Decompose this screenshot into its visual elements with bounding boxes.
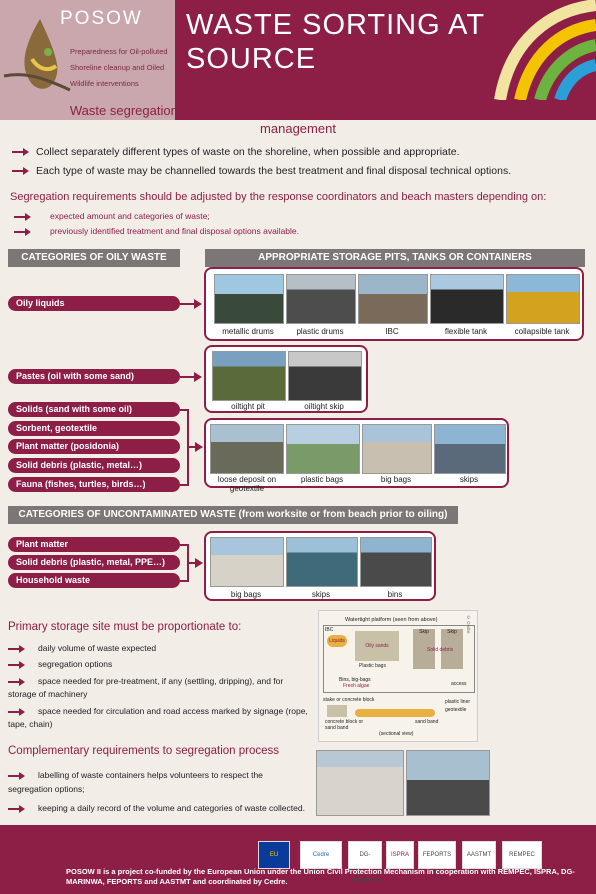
photo-oiltight-pit — [212, 351, 286, 401]
category-solid-debris-clean: Solid debris (plastic, metal, PPE…) — [8, 555, 180, 570]
arrow-icon — [14, 228, 32, 236]
diagram-label: Skip — [441, 629, 463, 669]
arrow-icon — [194, 299, 202, 309]
segregation-heading: Segregation requirements should be adjusted by the response coordinators and beach masters depending on: — [10, 191, 547, 203]
caption: oiltight skip — [304, 402, 344, 411]
diagram-label: (sectional view) — [379, 731, 414, 737]
complementary-heading: Complementary requirements to segregation process — [8, 745, 280, 757]
page-title: WASTE SORTING AT SOURCE — [186, 9, 485, 75]
diagram-label: Plastic bags — [359, 663, 386, 669]
diagram-label: IBC — [325, 627, 334, 633]
footer-text: POSOW II is a project co-funded by the European Union under the Union Civil Protection Mechanism in cooperation with REMPEC, ISPRA, DG-MARINWA, FEPORTS and AASTMT and coordinated by Cedre. — [66, 867, 575, 886]
caption: skips — [459, 475, 479, 484]
photo-loose-deposit — [210, 424, 284, 474]
photo-plastic-bags — [286, 424, 360, 474]
arrow-icon — [8, 645, 26, 653]
diagram-label: concrete block or sand band — [325, 719, 364, 731]
primary-item: space needed for pre-treatment, if any (settling, dripping), and for storage of machinery — [8, 676, 284, 699]
diagram-label: Bins, big-bags — [339, 677, 371, 683]
diagram-block — [327, 705, 347, 717]
arrow-icon — [8, 805, 26, 813]
category-plant-matter: Plant matter (posidonia) — [8, 439, 180, 454]
uncontaminated-header: CATEGORIES OF UNCONTAMINATED WASTE (from worksite or from beach prior to oiling) — [8, 506, 458, 524]
ispra-logo-icon: ISPRA — [386, 841, 414, 869]
solids-storage-box — [204, 418, 509, 493]
category-household-waste: Household waste — [8, 573, 180, 588]
rempec-logo-icon: REMPEC — [502, 841, 542, 869]
photo-collapsible-tank — [506, 274, 580, 324]
logo-name: POSOW — [60, 8, 143, 29]
diagram-liner — [355, 709, 435, 717]
photo-site-bags — [316, 750, 404, 816]
eu-logo-icon: EU — [258, 841, 290, 869]
bullet-item: Collect separately different types of waste on the shoreline, when possible and appropriate. — [12, 146, 460, 158]
uncontaminated-storage-box — [204, 531, 436, 601]
category-solid-debris: Solid debris (plastic, metal…) — [8, 458, 180, 473]
bullet-item: Each type of waste may be channelled towards the best treatment and final disposal technical options. — [12, 165, 511, 177]
photo-oiltight-skip — [288, 351, 362, 401]
category-oily-liquids: Oily liquids — [8, 296, 180, 311]
diagram-label: Fresh algae — [343, 683, 370, 689]
photo-ibc — [358, 274, 428, 324]
photo-site-platform — [406, 750, 490, 816]
diagram-label: geotextile — [445, 707, 467, 713]
arrow-icon — [195, 558, 203, 568]
category-sorbent: Sorbent, geotextile — [8, 421, 180, 436]
photo-skips-clean — [286, 537, 358, 587]
storage-site-diagram — [318, 610, 478, 742]
segregation-item: previously identified treatment and final disposal options available. — [14, 226, 299, 236]
pastes-storage-box — [204, 345, 368, 413]
diagram-label: sand band — [415, 719, 439, 725]
caption: metallic drums — [222, 327, 274, 336]
rainbow-decoration-icon — [490, 0, 596, 100]
arrow-icon — [12, 167, 30, 175]
caption: collapsible tank — [514, 327, 570, 336]
category-solids: Solids (sand with some oil) — [8, 402, 180, 417]
caption: big bags — [230, 590, 262, 599]
diagram-label: Oily sands — [355, 631, 399, 661]
caption: plastic bags — [300, 475, 344, 484]
diagram-label: Skip — [413, 629, 435, 669]
category-fauna: Fauna (fishes, turtles, birds…) — [8, 477, 180, 492]
caption: big bags — [380, 475, 412, 484]
arrow-icon — [8, 708, 26, 716]
logo-subtitle: Preparedness for Oil-polluted Shoreline cleanup and Oiled Wildlife interventions — [70, 47, 168, 88]
caption: IBC — [385, 327, 399, 336]
primary-item: segregation options — [8, 659, 308, 669]
diagram-label: access — [451, 681, 467, 687]
caption: oiltight pit — [231, 402, 265, 411]
photo-big-bags-clean — [210, 537, 284, 587]
primary-storage-heading: Primary storage site must be proportionate to: — [8, 621, 242, 633]
photo-plastic-drums — [286, 274, 356, 324]
segregation-item: expected amount and categories of waste; — [14, 211, 210, 221]
primary-item: daily volume of waste expected — [8, 643, 308, 653]
arrow-icon — [194, 372, 202, 382]
category-plant-matter-clean: Plant matter — [8, 537, 180, 552]
feports-logo-icon: FEPORTS — [418, 841, 456, 869]
marinwa-logo-icon: DG-MARINWA — [348, 841, 382, 869]
photo-metallic-drums — [214, 274, 284, 324]
liquids-storage-box — [204, 267, 584, 341]
storage-header: APPROPRIATE STORAGE PITS, TANKS OR CONTAINERS — [205, 249, 585, 267]
diagram-title: Watertight platform (seen from above) — [345, 617, 438, 623]
oily-waste-header: CATEGORIES OF OILY WASTE — [8, 249, 180, 267]
photo-big-bags — [362, 424, 432, 474]
photo-credit: © Cedre — [466, 615, 471, 634]
arrow-icon — [8, 772, 26, 780]
diagram-label: plastic liner — [445, 699, 471, 705]
category-pastes: Pastes (oil with some sand) — [8, 369, 180, 384]
photo-bins — [360, 537, 432, 587]
primary-item: space needed for circulation and road access marked by signage (rope, tape, chain) — [8, 706, 308, 729]
cedre-logo-icon: Cedre — [300, 841, 342, 869]
diagram-label: stake or concrete block — [323, 697, 375, 703]
caption: skips — [311, 590, 331, 599]
arrow-icon — [195, 442, 203, 452]
caption: loose deposit on geotextile — [217, 475, 277, 493]
diagram-label: Solid debris — [427, 647, 454, 653]
caption: flexible tank — [444, 327, 488, 336]
complementary-item: labelling of waste containers helps volunteers to respect the segregation options; — [8, 770, 263, 794]
caption: bins — [387, 590, 403, 599]
arrow-icon — [14, 213, 32, 221]
arrow-icon — [8, 661, 26, 669]
diagram-label: Liquids — [327, 635, 347, 647]
intro-text: Waste segregation should start during the collection phase and primary storage management — [69, 103, 527, 136]
complementary-item: keeping a daily record of the volume and categories of waste collected. — [8, 801, 308, 815]
photo-skips — [434, 424, 506, 474]
arrow-icon — [8, 678, 26, 686]
photo-flexible-tank — [430, 274, 504, 324]
aastmt-logo-icon: AASTMT — [462, 841, 496, 869]
caption: plastic drums — [296, 327, 344, 336]
arrow-icon — [12, 148, 30, 156]
